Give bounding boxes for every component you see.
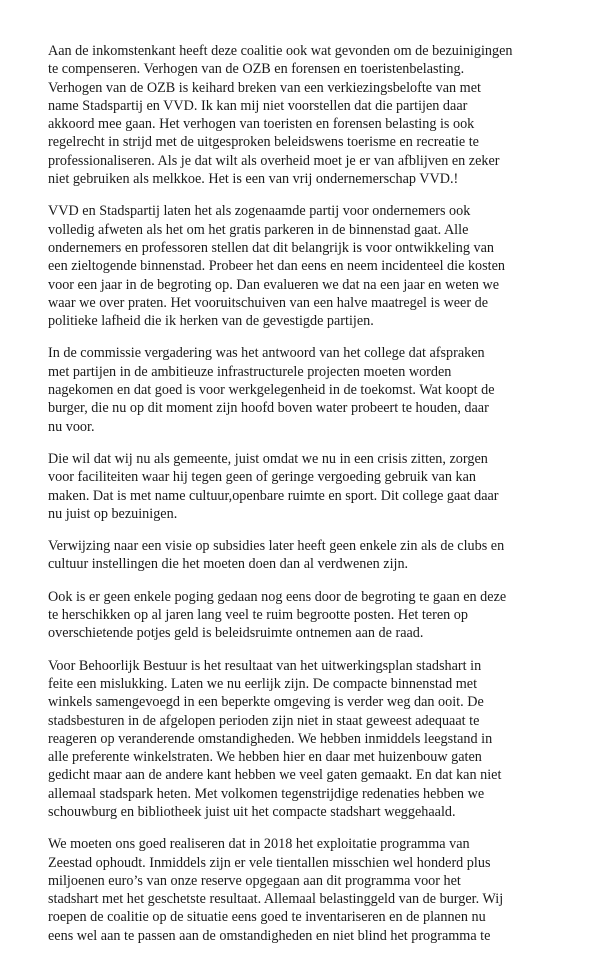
text-line: een zieltogende binnenstad. Probeer het dan eens en neem incidenteel die kosten: [48, 258, 505, 275]
text-line: gedicht maar aan de andere kant hebben we veel gaten gemaakt. En dat kan niet: [48, 767, 502, 784]
document-body: [48, 42, 588, 959]
text-line: akkoord mee gaan. Het verhogen van toeristen en forensen belasting is ook: [48, 116, 475, 133]
text-line: te compenseren. Verhogen van de OZB en forensen en toeristenbelasting.: [48, 61, 465, 78]
paragraph: [48, 344, 588, 435]
text-line: burger, die nu op dit moment zijn hoofd boven water probeert te houden, daar: [48, 400, 489, 417]
text-line: regelrecht in strijd met de uitgesproken beleidswens toerisme en recreatie te: [48, 134, 479, 151]
text-line: nagekomen en dat goed is voor werkgelegenheid in de toekomst. Wat koopt de: [48, 382, 495, 399]
text-line: winkels samengevoegd in een beperkte omgeving is verder weg dan ooit. De: [48, 694, 484, 711]
text-line: allemaal stadspark heten. Met volkomen tegenstrijdige redenaties hebben we: [48, 785, 485, 802]
text-line: met partijen in de ambitieuze infrastructurele projecten moeten worden: [48, 363, 452, 380]
text-line: reageren op veranderende omstandigheden. We hebben inmiddels leegstand in: [48, 730, 493, 747]
text-line: Voor Behoorlijk Bestuur is het resultaat van het uitwerkingsplan stadshart in: [48, 657, 482, 674]
text-line: feite een mislukking. Laten we nu eerlijk zijn. De compacte binnenstad met: [48, 675, 478, 692]
text-line: schouwburg en bibliotheek juist uit het compacte stadshart weggehaald.: [48, 803, 456, 820]
text-line: cultuur instellingen die het moeten doen dan al verdwenen zijn.: [48, 556, 409, 573]
text-line: nu voor.: [48, 418, 95, 435]
text-line: miljoenen euro’s van onze reserve opgegaan aan dit programma voor het: [48, 872, 461, 889]
text-line: niet gebruiken als melkkoe. Het is een van vrij ondernemerschap VVD.!: [48, 171, 459, 188]
text-line: In de commissie vergadering was het antwoord van het college dat afspraken: [48, 345, 485, 362]
text-line: nu juist op bezuinigen.: [48, 505, 178, 522]
paragraph: [48, 42, 588, 188]
text-line: Verhogen van de OZB is keihard breken van een verkiezingsbelofte van met: [48, 79, 481, 96]
text-line: name Stadspartij en VVD. Ik kan mij niet voorstellen dat die partijen daar: [48, 97, 468, 114]
text-line: te herschikken op al jaren lang veel te ruim begrootte posten. Het teren op: [48, 607, 468, 624]
text-line: stadshart met het geschetste resultaat. Allemaal belastinggeld van de burger. Wij: [48, 891, 504, 908]
paragraph: [48, 537, 588, 574]
paragraph: [48, 202, 588, 330]
text-line: ondernemers en professoren stellen dat dit belangrijk is voor ontwikkeling van: [48, 239, 495, 256]
text-line: Die wil dat wij nu als gemeente, juist omdat we nu in een crisis zitten, zorgen: [48, 450, 488, 467]
text-line: professionaliseren. Als je dat wilt als overheid moet je er van afblijven en zeker: [48, 152, 500, 169]
text-line: eens wel aan te passen aan de omstandigheden en niet blind het programma te: [48, 927, 491, 944]
paragraph: [48, 450, 588, 523]
paragraph: [48, 657, 588, 822]
text-line: maken. Dat is met name cultuur,openbare ruimte en sport. Dit college gaat daar: [48, 487, 499, 504]
text-line: VVD en Stadspartij laten het als zogenaamde partij voor ondernemers ook: [48, 203, 471, 220]
text-line: Zeestad ophoudt. Inmiddels zijn er vele tientallen misschien wel honderd plus: [48, 854, 491, 871]
text-line: voor een jaar in de begroting op. Dan evalueren we dat na een jaar en weten we: [48, 276, 500, 293]
text-line: waar we over praten. Het vooruitschuiven van een halve maatregel is weer de: [48, 294, 489, 311]
text-line: We moeten ons goed realiseren dat in 2018 het exploitatie programma van: [48, 836, 470, 853]
text-line: politieke lafheid die ik herken van de gevestigde partijen.: [48, 313, 374, 330]
paragraph: [48, 588, 588, 643]
paragraph: [48, 835, 588, 945]
text-line: alle preferente winkelstraten. We hebben hier en daar met huizenbouw gaten: [48, 749, 482, 766]
text-line: Aan de inkomstenkant heeft deze coalitie ook wat gevonden om de bezuinigingen: [48, 43, 513, 59]
text-line: Ook is er geen enkele poging gedaan nog eens door de begroting te gaan en deze: [48, 588, 507, 605]
text-line: volledig afweten als het om het gratis parkeren in de binnenstad gaat. Alle: [48, 221, 469, 238]
text-line: overschietende potjes geld is beleidsruimte ontnemen aan de raad.: [48, 625, 424, 642]
text-line: Verwijzing naar een visie op subsidies later heeft geen enkele zin als de clubs en: [48, 538, 505, 555]
text-line: voor faciliteiten waar hij tegen geen of geringe vergoeding gebruik van kan: [48, 469, 476, 486]
text-line: stadsbesturen in de afgelopen perioden zijn niet in staat geweest adequaat te: [48, 712, 480, 729]
text-line: roepen de coalitie op de situatie eens goed te inventariseren en de plannen nu: [48, 909, 486, 926]
